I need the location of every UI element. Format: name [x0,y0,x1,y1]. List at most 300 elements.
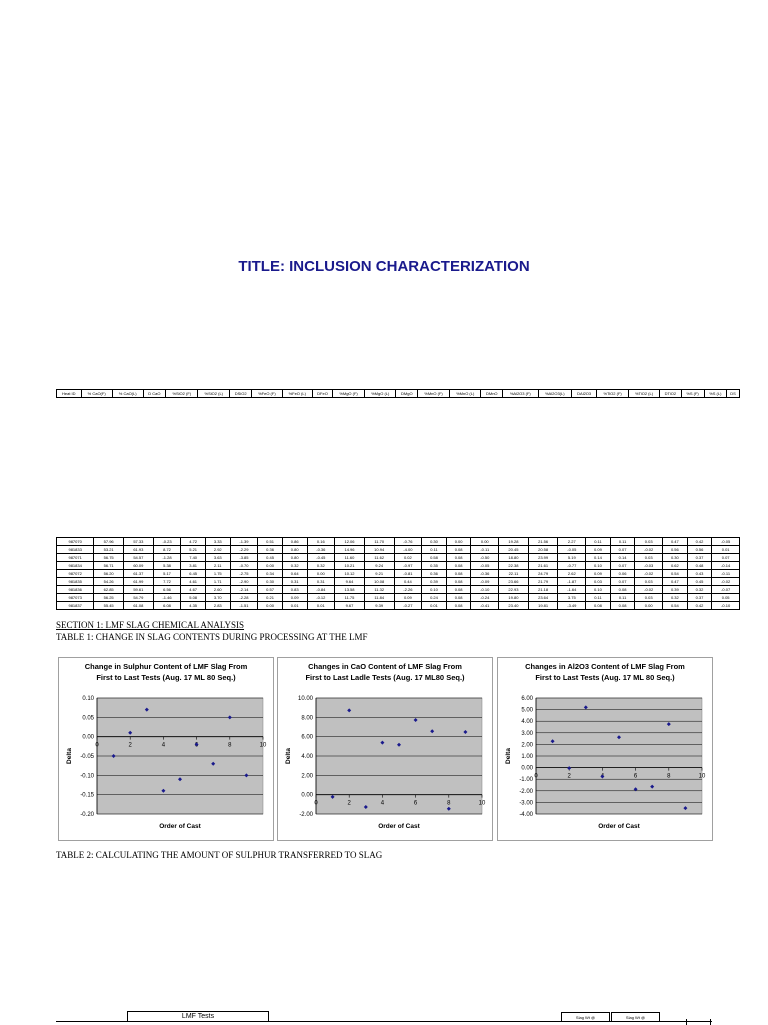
table-cell: -1.28 [153,554,181,562]
chart-sulphur [58,657,274,841]
table2-caption: TABLE 2: CALCULATING THE AMOUNT OF SULPHUR TRANSFERRED TO SLAG [56,850,383,860]
table-cell: 0.35 [422,562,447,570]
table-cell: -0.45 [307,554,335,562]
chart-al2o3 [497,657,713,841]
y-tick-label: 5.00 [521,707,533,714]
table-cell: 0.07 [610,578,635,586]
table-cell: 0.11 [586,594,611,602]
column-header: %TiO2 (F) [597,390,629,398]
table-cell: 4.35 [181,602,206,610]
table-cell: 987071 [57,554,94,562]
table-cell: 0.03 [635,554,663,562]
table-cell: 23.66 [499,578,529,586]
column-header: Heat ID [57,390,82,398]
table-cell: 7.72 [153,578,181,586]
table-cell: -0.12 [307,594,335,602]
x-tick-label: 8 [228,742,232,749]
table-cell: -3.85 [230,554,258,562]
table-cell: 987070 [57,538,94,546]
table-row [57,586,740,594]
table-cell: 56.25 [94,594,124,602]
table-cell: 0.86 [282,538,307,546]
x-tick-label: 10 [478,800,486,807]
table-cell: 0.30 [422,538,447,546]
column-header: D CaO [143,390,166,398]
column-header: DS [727,390,740,398]
table-cell: 0.09 [394,594,422,602]
table-cell: 0.08 [446,562,471,570]
column-header: DMnO [481,390,503,398]
table-cell: 20.45 [499,546,529,554]
table-cell: 5.38 [153,562,181,570]
table-cell: -0.14 [712,562,740,570]
x-tick-label: 8 [447,800,451,807]
slag-weight-header-2: Slag Wt @ [611,1012,660,1022]
table-cell: 61.37 [124,570,154,578]
column-header: %MnO (L) [449,390,481,398]
table-cell: 0.08 [446,570,471,578]
y-tick-label: 0.05 [82,715,94,722]
table-cell: -0.81 [394,570,422,578]
table-cell: 10.94 [364,546,394,554]
chart-title: Changes in CaO Content of LMF Slag From [308,662,462,671]
table-cell: 2.92 [205,546,230,554]
x-tick-label: 4 [380,800,385,807]
column-header: %TiO2 (L) [628,390,659,398]
table-cell: 0.54 [663,602,688,610]
table-cell: 0.14 [586,554,611,562]
table-cell: 23.64 [528,594,558,602]
table-cell: 0.16 [307,538,335,546]
table-cell: -1.39 [230,538,258,546]
table-cell: 0.00 [446,538,471,546]
column-header: DFeO [312,390,332,398]
table-cell: 0.37 [687,594,712,602]
table-cell: 0.11 [586,538,611,546]
x-tick-label: 4 [161,742,166,749]
table-cell: 4.67 [181,586,206,594]
chart-title: Change in Sulphur Content of LMF Slag From [84,662,248,671]
column-header: %MgO (L) [364,390,396,398]
table-cell: -0.02 [635,586,663,594]
x-tick-label: 8 [667,773,671,780]
document-title: TITLE: INCLUSION CHARACTERIZATION [238,258,530,275]
table-cell: 0.02 [394,554,422,562]
table-cell: 9.24 [364,562,394,570]
table-cell: -0.10 [471,586,499,594]
table-cell: 981837 [57,602,94,610]
table-cell: 4.61 [181,578,206,586]
table-cell: 0.45 [687,578,712,586]
y-tick-label: 0.00 [82,734,94,741]
table-cell: 981833 [57,546,94,554]
table-cell: 5.19 [558,554,586,562]
table-cell: 21.18 [528,586,558,594]
table-cell: 0.08 [446,554,471,562]
y-tick-label: -3.00 [519,800,533,807]
table-cell: 3.75 [558,594,586,602]
header-table [56,389,740,398]
table-cell: -1.51 [230,602,258,610]
table-cell: 19.28 [499,538,529,546]
table-cell: 11.70 [364,538,394,546]
table-cell: 0.00 [258,562,283,570]
table-cell: -2.29 [230,546,258,554]
column-header: %FeO (L) [282,390,312,398]
table-cell: -1.64 [558,586,586,594]
slag-weight-header-1: Slag Wt @ [561,1012,610,1022]
table-cell: -0.41 [471,602,499,610]
table-row [57,570,740,578]
table-cell: 5.17 [153,570,181,578]
table-cell: 56.75 [94,554,124,562]
y-tick-label: 0.00 [521,765,533,772]
table-cell: 19.81 [528,602,558,610]
chart-cao [277,657,493,841]
table-row [57,578,740,586]
table-cell: 54.57 [124,554,154,562]
table-cell: -0.09 [471,578,499,586]
table-cell: 0.32 [663,594,688,602]
table-cell: 0.01 [282,602,307,610]
table-cell: 11.32 [364,586,394,594]
table-cell: 22.38 [499,562,529,570]
table-cell: 11.84 [364,594,394,602]
y-tick-label: 1.00 [521,754,533,760]
y-tick-label: 4.00 [521,719,533,726]
table-cell: 19.80 [499,594,529,602]
table-cell: -0.10 [712,602,740,610]
chart-cao-svg [278,658,492,840]
y-tick-label: 10.00 [297,696,313,702]
table-cell: 22.11 [499,570,529,578]
table-cell: 10.12 [335,570,365,578]
table-cell: 0.64 [282,570,307,578]
table-cell: 21.61 [528,562,558,570]
table-cell: 6.08 [153,602,181,610]
table-cell: 0.08 [610,586,635,594]
column-header: DAl2O3 [572,390,597,398]
table-cell: 0.00 [258,602,283,610]
table-cell: -0.11 [471,546,499,554]
table-cell: 54.26 [94,578,124,586]
table-cell: 0.08 [586,602,611,610]
y-tick-label: -2.00 [519,788,533,795]
x-axis-label: Order of Cast [598,823,640,830]
table-cell: -0.77 [558,562,586,570]
table-cell: 56.20 [94,570,124,578]
table-cell: 61.08 [124,602,154,610]
table-cell: 0.06 [610,570,635,578]
y-axis-label: Delta [66,748,73,764]
table1-caption: TABLE 1: CHANGE IN SLAG CONTENTS DURING PROCESSING AT THE LMF [56,632,368,642]
table-cell: 0.44 [394,578,422,586]
table-cell: 10.08 [364,578,394,586]
table-cell: 0.07 [610,562,635,570]
table-cell: 9.21 [364,570,394,578]
table-cell: 0.00 [307,570,335,578]
x-tick-label: 2 [347,800,351,807]
column-header: % CaO(L) [112,390,143,398]
table-cell: 0.83 [282,586,307,594]
table-cell: 11.62 [364,554,394,562]
table-cell: 0.08 [446,602,471,610]
x-tick-label: 2 [128,742,132,749]
y-tick-label: 3.00 [521,730,533,737]
table-cell: 0.09 [586,546,611,554]
table-cell: 0.36 [258,546,283,554]
table-cell: 5.08 [181,594,206,602]
table-cell: 0.00 [471,538,499,546]
table-cell: 6.45 [181,570,206,578]
x-axis-label: Order of Cast [159,823,201,830]
table-cell: -2.90 [230,578,258,586]
x-tick-label: 6 [633,773,638,780]
table-row [57,562,740,570]
table-row [57,554,740,562]
table-cell: -0.02 [635,570,663,578]
table-cell: 21.79 [528,578,558,586]
y-axis-label: Delta [285,748,292,764]
table2-edge-mark [710,1019,711,1025]
table-cell: -0.76 [394,538,422,546]
table-cell: -1.46 [153,594,181,602]
table-cell: 0.56 [687,546,712,554]
chart-title: Changes in Al2O3 Content of LMF Slag From [525,662,685,671]
table-cell: 53.21 [94,546,124,554]
table-cell: 0.11 [422,546,447,554]
table2-edge-mark [686,1019,687,1025]
column-header: DTiO2 [660,390,681,398]
table-cell: 18.80 [499,554,529,562]
y-tick-label: -0.20 [80,812,94,818]
table-cell: 3.70 [205,594,230,602]
y-tick-label: -0.05 [80,754,94,760]
table-cell: 0.09 [586,570,611,578]
table-cell: 0.09 [282,594,307,602]
chart-al2o3-svg [498,658,712,840]
table-cell: 2.83 [205,602,230,610]
table-cell: 0.03 [635,538,663,546]
column-header: %SiO2 (F) [166,390,198,398]
table2-top-border [56,1021,712,1022]
table-cell: -4.00 [394,546,422,554]
x-tick-label: 0 [314,800,318,807]
table-cell: 0.10 [422,586,447,594]
x-tick-label: 0 [534,773,538,780]
table-cell: 0.42 [687,602,712,610]
table-cell: -0.70 [230,562,258,570]
table-cell: 9.64 [335,578,365,586]
table-cell: 14.96 [335,546,365,554]
table-cell: 0.47 [663,578,688,586]
table-row [57,594,740,602]
column-header: %SiO2 (L) [198,390,230,398]
column-header: %Al2O3 (F) [503,390,538,398]
table-cell: 0.80 [282,546,307,554]
y-tick-label: 2.00 [301,773,313,780]
table-cell: 62.85 [94,586,124,594]
table-cell: -2.75 [230,570,258,578]
table-cell: 0.32 [307,562,335,570]
table-cell: 981834 [57,562,94,570]
table-cell: -0.07 [712,586,740,594]
table-cell: 987072 [57,570,94,578]
table-cell: 0.11 [610,538,635,546]
table-cell: 0.21 [258,594,283,602]
table-cell: 9.39 [364,602,394,610]
table-cell: 0.47 [663,538,688,546]
table-cell: 57.33 [124,538,154,546]
table-cell: 0.45 [258,554,283,562]
table-cell: 0.34 [258,570,283,578]
table-cell: 0.42 [687,538,712,546]
y-tick-label: -4.00 [519,812,533,818]
x-tick-label: 10 [698,773,706,780]
x-tick-label: 10 [259,742,267,749]
y-tick-label: 2.00 [521,742,533,749]
table-cell: 0.54 [663,570,688,578]
table-cell: 0.51 [258,538,283,546]
section-label: SECTION 1: LMF SLAG CHEMICAL ANALYSIS [56,620,245,630]
x-tick-label: 6 [413,800,418,807]
x-tick-label: 2 [567,773,571,780]
y-tick-label: 0.00 [301,792,313,799]
table-cell: 0.08 [610,602,635,610]
table-cell: 2.60 [205,586,230,594]
y-axis-label: Delta [505,748,512,764]
table-cell: 7.40 [181,554,206,562]
table-cell: 61.93 [124,546,154,554]
table-cell: 0.24 [422,594,447,602]
table-cell: -0.05 [712,538,740,546]
data-table [56,537,740,610]
table-cell: 2.27 [558,538,586,546]
y-tick-label: 0.10 [82,696,94,702]
table-cell: -2.14 [230,586,258,594]
table-cell: 11.60 [335,554,365,562]
table-cell: 0.08 [446,578,471,586]
table-cell: 57.96 [94,538,124,546]
table-cell: 0.07 [712,554,740,562]
table-cell: 0.31 [307,578,335,586]
chart-title: First to Last Ladle Tests (Aug. 17 ML80 Seq.) [305,673,465,682]
table-cell: 1.75 [205,570,230,578]
table-cell: 12.06 [335,538,365,546]
y-tick-label: -0.10 [80,773,94,780]
column-header: %MgO (F) [333,390,365,398]
column-header: %Al2O3(L) [538,390,571,398]
y-tick-label: 6.00 [521,696,533,702]
column-header: DMgO [396,390,418,398]
table-cell: 0.32 [282,562,307,570]
chart-title: First to Last Tests (Aug. 17 ML 80 Seq.) [535,673,675,682]
table-cell: 0.03 [635,578,663,586]
table-cell: 1.71 [205,578,230,586]
table-cell: -0.50 [471,554,499,562]
table-cell: 9.67 [335,602,365,610]
table-cell: 20.58 [528,546,558,554]
table-cell: 0.62 [663,562,688,570]
table-row [57,546,740,554]
table-cell: 0.10 [586,562,611,570]
table-cell: 3.33 [205,538,230,546]
table-cell: -3.49 [558,602,586,610]
table-cell: -0.03 [635,562,663,570]
table-cell: 981836 [57,586,94,594]
table-cell: 11.75 [335,594,365,602]
table-cell: 0.43 [687,570,712,578]
table-cell: 55.45 [94,602,124,610]
table-cell: 0.36 [422,570,447,578]
table-cell: 2.11 [205,562,230,570]
y-tick-label: 4.00 [301,754,313,760]
table-cell: 0.08 [446,586,471,594]
table-cell: 0.03 [635,594,663,602]
table-cell: 0.00 [635,602,663,610]
table-cell: -0.11 [712,570,740,578]
table-row [57,602,740,610]
table-cell: 13.58 [335,586,365,594]
table-cell: -0.36 [471,570,499,578]
table-cell: 3.63 [205,554,230,562]
table-cell: 0.30 [663,554,688,562]
table-cell: 0.01 [307,602,335,610]
table-cell: -2.26 [394,586,422,594]
table-row [57,538,740,546]
table-cell: -0.23 [153,538,181,546]
x-axis-label: Order of Cast [378,823,420,830]
table-cell: 6.56 [153,586,181,594]
table-cell: 5.21 [181,546,206,554]
table-cell: 59.61 [124,586,154,594]
y-tick-label: 8.00 [301,715,313,722]
table-cell: 3.81 [181,562,206,570]
table-cell: -0.02 [712,578,740,586]
table-cell: -0.05 [471,562,499,570]
table-cell: 0.48 [687,562,712,570]
table-cell: 0.14 [610,554,635,562]
table-cell: 0.07 [610,546,635,554]
table-cell: 0.03 [586,578,611,586]
y-tick-label: 6.00 [301,734,313,741]
table-cell: -2.28 [230,594,258,602]
column-header: DSiO2 [230,390,252,398]
table-cell: 24.79 [528,570,558,578]
y-tick-label: -0.15 [80,792,94,799]
column-header: %MnO (F) [418,390,450,398]
table-cell: 0.30 [258,578,283,586]
y-tick-label: -2.00 [299,812,313,818]
table-cell: 0.37 [687,554,712,562]
table-cell: 21.56 [528,538,558,546]
table-cell: 0.10 [586,586,611,594]
table-cell: 22.93 [499,586,529,594]
table-cell: 0.05 [712,594,740,602]
table-cell: 56.71 [94,562,124,570]
table-cell: 0.80 [282,554,307,562]
table-cell: 0.57 [258,586,283,594]
column-header: %S (F) [681,390,704,398]
chart-title: First to Last Tests (Aug. 17 ML 80 Seq.) [96,673,236,682]
table-cell: -0.36 [307,546,335,554]
x-tick-label: 0 [95,742,99,749]
table-cell: 0.39 [422,578,447,586]
table-cell: -0.02 [635,546,663,554]
header-row [57,390,740,398]
lmf-tests-header: LMF Tests [127,1011,269,1022]
table-cell: -0.84 [307,586,335,594]
